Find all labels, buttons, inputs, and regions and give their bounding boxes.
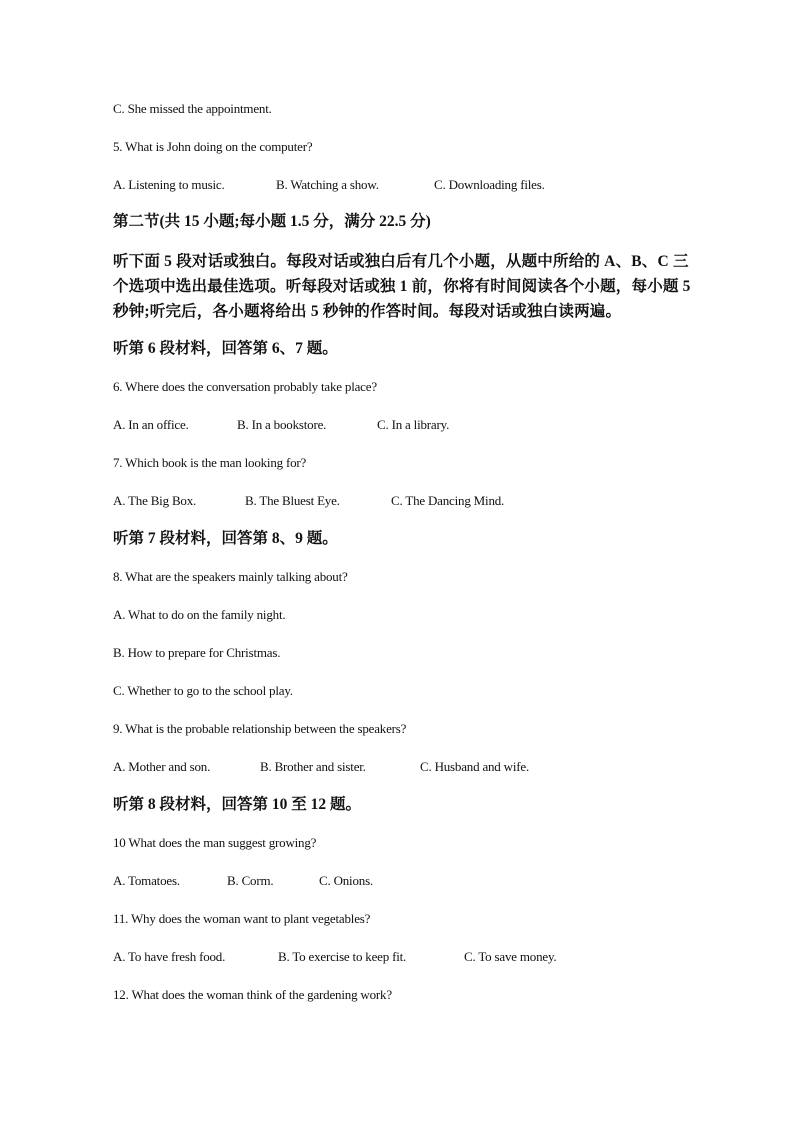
q11-option-a: A. To have fresh food. [113, 949, 226, 964]
part-8-heading: 听第 8 段材料，回答第 10 至 12 题。 [113, 796, 362, 813]
q8-option-b: B. How to prepare for Christmas. [113, 645, 281, 660]
question-9: 9. What is the probable relationship between the speakers? [113, 721, 407, 736]
instructions-line-3: 秒钟;听完后，各小题将给出 5 秒钟的作答时间。每段对话或独白读两遍。 [113, 303, 622, 320]
q7-option-c: C. The Dancing Mind. [391, 493, 505, 508]
q9-option-b: B. Brother and sister. [260, 759, 366, 774]
part-6-heading: 听第 6 段材料，回答第 6、7 题。 [113, 340, 338, 357]
section-2-instructions [113, 249, 697, 324]
instructions-line-2: 个选项中选出最佳选项。听每段对话或独 1 前，你将有时间阅读各个小题，每小题 5 [113, 278, 691, 295]
q8-option-a: A. What to do on the family night. [113, 607, 286, 622]
q7-option-b: B. The Bluest Eye. [245, 493, 340, 508]
question-10: 10 What does the man suggest growing? [113, 835, 317, 850]
question-8: 8. What are the speakers mainly talking about? [113, 569, 348, 584]
q6-option-b: B. In a bookstore. [237, 417, 327, 432]
question-12: 12. What does the woman think of the gardening work? [113, 987, 392, 1002]
question-7: 7. Which book is the man looking for? [113, 455, 307, 470]
q11-option-c: C. To save money. [464, 949, 557, 964]
q9-option-a: A. Mother and son. [113, 759, 211, 774]
q5-option-c: C. Downloading files. [434, 177, 545, 192]
q6-option-a: A. In an office. [113, 417, 189, 432]
q6-option-c: C. In a library. [377, 417, 450, 432]
q11-option-b: B. To exercise to keep fit. [278, 949, 407, 964]
question-5: 5. What is John doing on the computer? [113, 139, 313, 154]
q10-option-c: C. Onions. [319, 873, 373, 888]
instructions-line-1: 听下面 5 段对话或独白。每段对话或独白后有几个小题，从题中所给的 A、B、C 三 [113, 253, 689, 270]
q5-option-b: B. Watching a show. [276, 177, 379, 192]
q10-option-a: A. Tomatoes. [113, 873, 180, 888]
q9-option-c: C. Husband and wife. [420, 759, 530, 774]
q4-option-c: C. She missed the appointment. [113, 101, 272, 116]
q8-option-c: C. Whether to go to the school play. [113, 683, 293, 698]
q5-option-a: A. Listening to music. [113, 177, 225, 192]
q7-option-a: A. The Big Box. [113, 493, 197, 508]
part-7-heading: 听第 7 段材料，回答第 8、9 题。 [113, 530, 338, 547]
section-2-title: 第二节(共 15 小题;每小题 1.5 分，满分 22.5 分) [113, 213, 431, 230]
question-11: 11. Why does the woman want to plant vegetables? [113, 911, 371, 926]
question-6: 6. Where does the conversation probably take place? [113, 379, 377, 394]
q10-option-b: B. Corm. [227, 873, 274, 888]
